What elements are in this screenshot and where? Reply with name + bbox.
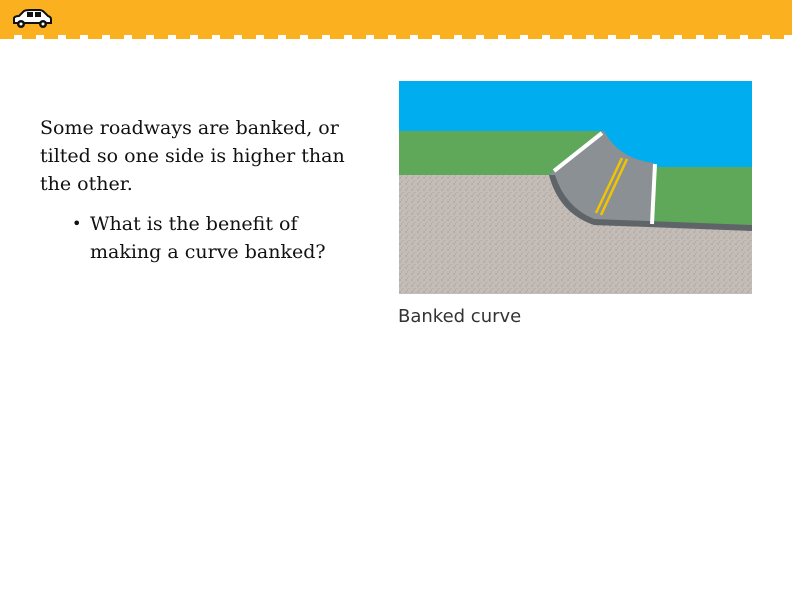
figure-caption: Banked curve <box>398 306 522 327</box>
body-paragraph: Some roadways are banked, or tilted so one side is higher than the other. <box>40 117 345 195</box>
header-bar <box>0 0 792 36</box>
car-icon <box>10 8 54 30</box>
bullet-item: • What is the benefit of making a curve banked? <box>72 210 352 266</box>
banked-curve-illustration <box>399 81 752 294</box>
bullet-list <box>72 210 352 266</box>
header-dashed-border <box>0 35 792 39</box>
grass-right <box>654 167 752 227</box>
